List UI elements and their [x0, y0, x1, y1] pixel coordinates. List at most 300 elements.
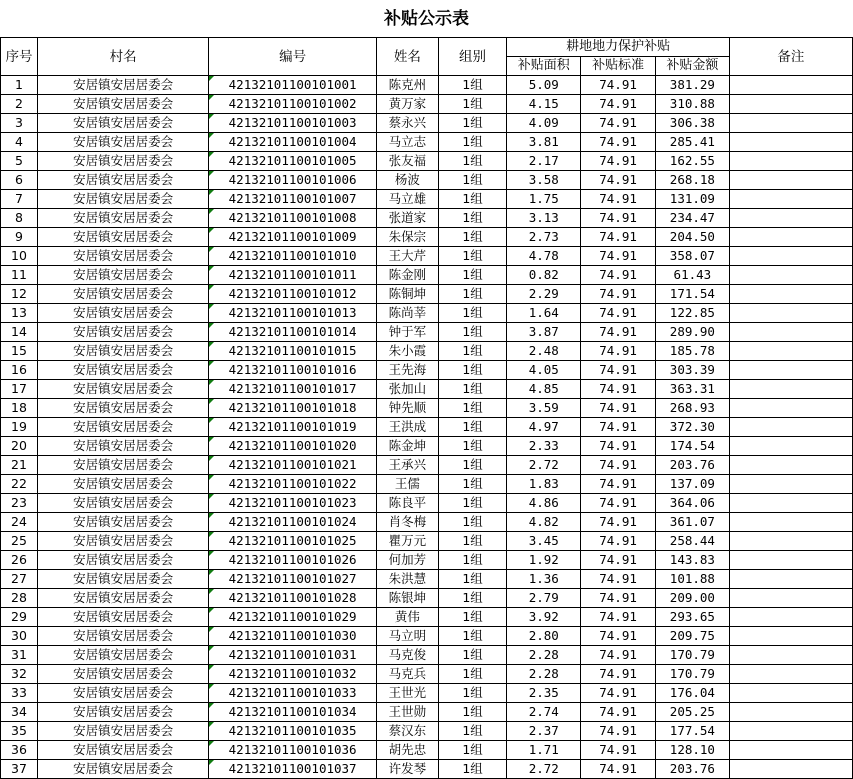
cell-remark[interactable]: [729, 133, 852, 152]
cell-remark[interactable]: [729, 494, 852, 513]
cell-code[interactable]: 42132101100101018: [209, 399, 377, 418]
cell-index[interactable]: 37: [1, 760, 38, 779]
cell-name[interactable]: 马克兵: [376, 665, 438, 684]
cell-remark[interactable]: [729, 589, 852, 608]
cell-village[interactable]: 安居镇安居居委会: [37, 551, 208, 570]
cell-name[interactable]: 马立明: [376, 627, 438, 646]
cell-remark[interactable]: [729, 551, 852, 570]
cell-remark[interactable]: [729, 266, 852, 285]
header-index[interactable]: 序号: [1, 38, 38, 76]
cell-amount[interactable]: 203.76: [655, 456, 729, 475]
cell-remark[interactable]: [729, 475, 852, 494]
cell-group[interactable]: 1组: [438, 760, 507, 779]
cell-area[interactable]: 5.09: [507, 76, 581, 95]
cell-village[interactable]: 安居镇安居居委会: [37, 285, 208, 304]
cell-code[interactable]: 42132101100101009: [209, 228, 377, 247]
cell-village[interactable]: 安居镇安居居委会: [37, 304, 208, 323]
cell-amount[interactable]: 364.06: [655, 494, 729, 513]
cell-name[interactable]: 王先海: [376, 361, 438, 380]
cell-code[interactable]: 42132101100101033: [209, 684, 377, 703]
cell-area[interactable]: 2.28: [507, 646, 581, 665]
cell-group[interactable]: 1组: [438, 323, 507, 342]
cell-remark[interactable]: [729, 323, 852, 342]
cell-village[interactable]: 安居镇安居居委会: [37, 722, 208, 741]
cell-standard[interactable]: 74.91: [581, 494, 656, 513]
cell-name[interactable]: 黄伟: [376, 608, 438, 627]
cell-village[interactable]: 安居镇安居居委会: [37, 494, 208, 513]
cell-group[interactable]: 1组: [438, 342, 507, 361]
cell-name[interactable]: 陈金坤: [376, 437, 438, 456]
cell-code[interactable]: 42132101100101035: [209, 722, 377, 741]
cell-standard[interactable]: 74.91: [581, 551, 656, 570]
cell-standard[interactable]: 74.91: [581, 247, 656, 266]
cell-index[interactable]: 15: [1, 342, 38, 361]
cell-group[interactable]: 1组: [438, 285, 507, 304]
cell-remark[interactable]: [729, 342, 852, 361]
cell-code[interactable]: 42132101100101023: [209, 494, 377, 513]
cell-index[interactable]: 23: [1, 494, 38, 513]
cell-amount[interactable]: 234.47: [655, 209, 729, 228]
cell-standard[interactable]: 74.91: [581, 437, 656, 456]
cell-village[interactable]: 安居镇安居居委会: [37, 475, 208, 494]
cell-code[interactable]: 42132101100101031: [209, 646, 377, 665]
cell-village[interactable]: 安居镇安居居委会: [37, 684, 208, 703]
cell-name[interactable]: 王世勋: [376, 703, 438, 722]
cell-group[interactable]: 1组: [438, 494, 507, 513]
cell-village[interactable]: 安居镇安居居委会: [37, 209, 208, 228]
cell-code[interactable]: 42132101100101028: [209, 589, 377, 608]
cell-group[interactable]: 1组: [438, 684, 507, 703]
cell-index[interactable]: 12: [1, 285, 38, 304]
cell-area[interactable]: 1.83: [507, 475, 581, 494]
cell-code[interactable]: 42132101100101032: [209, 665, 377, 684]
cell-index[interactable]: 16: [1, 361, 38, 380]
cell-area[interactable]: 1.71: [507, 741, 581, 760]
cell-area[interactable]: 2.79: [507, 589, 581, 608]
cell-index[interactable]: 34: [1, 703, 38, 722]
cell-village[interactable]: 安居镇安居居委会: [37, 437, 208, 456]
cell-remark[interactable]: [729, 741, 852, 760]
cell-remark[interactable]: [729, 95, 852, 114]
cell-code[interactable]: 42132101100101034: [209, 703, 377, 722]
cell-name[interactable]: 肖冬梅: [376, 513, 438, 532]
cell-amount[interactable]: 185.78: [655, 342, 729, 361]
cell-index[interactable]: 31: [1, 646, 38, 665]
cell-amount[interactable]: 203.76: [655, 760, 729, 779]
cell-amount[interactable]: 177.54: [655, 722, 729, 741]
cell-group[interactable]: 1组: [438, 152, 507, 171]
cell-group[interactable]: 1组: [438, 228, 507, 247]
cell-group[interactable]: 1组: [438, 513, 507, 532]
cell-name[interactable]: 张友福: [376, 152, 438, 171]
cell-amount[interactable]: 170.79: [655, 665, 729, 684]
cell-group[interactable]: 1组: [438, 475, 507, 494]
cell-area[interactable]: 4.82: [507, 513, 581, 532]
cell-remark[interactable]: [729, 304, 852, 323]
cell-standard[interactable]: 74.91: [581, 532, 656, 551]
cell-group[interactable]: 1组: [438, 456, 507, 475]
cell-standard[interactable]: 74.91: [581, 190, 656, 209]
cell-standard[interactable]: 74.91: [581, 95, 656, 114]
cell-standard[interactable]: 74.91: [581, 266, 656, 285]
cell-standard[interactable]: 74.91: [581, 418, 656, 437]
cell-village[interactable]: 安居镇安居居委会: [37, 418, 208, 437]
cell-group[interactable]: 1组: [438, 247, 507, 266]
cell-group[interactable]: 1组: [438, 171, 507, 190]
cell-area[interactable]: 2.74: [507, 703, 581, 722]
cell-area[interactable]: 4.05: [507, 361, 581, 380]
cell-area[interactable]: 1.92: [507, 551, 581, 570]
cell-code[interactable]: 42132101100101024: [209, 513, 377, 532]
cell-amount[interactable]: 258.44: [655, 532, 729, 551]
cell-index[interactable]: 19: [1, 418, 38, 437]
cell-index[interactable]: 35: [1, 722, 38, 741]
cell-area[interactable]: 3.92: [507, 608, 581, 627]
cell-standard[interactable]: 74.91: [581, 342, 656, 361]
cell-index[interactable]: 5: [1, 152, 38, 171]
cell-remark[interactable]: [729, 76, 852, 95]
cell-village[interactable]: 安居镇安居居委会: [37, 190, 208, 209]
cell-amount[interactable]: 310.88: [655, 95, 729, 114]
cell-remark[interactable]: [729, 152, 852, 171]
cell-village[interactable]: 安居镇安居居委会: [37, 228, 208, 247]
cell-amount[interactable]: 122.85: [655, 304, 729, 323]
cell-index[interactable]: 7: [1, 190, 38, 209]
cell-group[interactable]: 1组: [438, 190, 507, 209]
cell-area[interactable]: 2.35: [507, 684, 581, 703]
cell-group[interactable]: 1组: [438, 266, 507, 285]
cell-area[interactable]: 1.75: [507, 190, 581, 209]
cell-amount[interactable]: 143.83: [655, 551, 729, 570]
cell-group[interactable]: 1组: [438, 551, 507, 570]
cell-index[interactable]: 22: [1, 475, 38, 494]
cell-standard[interactable]: 74.91: [581, 646, 656, 665]
cell-group[interactable]: 1组: [438, 114, 507, 133]
cell-village[interactable]: 安居镇安居居委会: [37, 342, 208, 361]
cell-name[interactable]: 王大芹: [376, 247, 438, 266]
cell-amount[interactable]: 372.30: [655, 418, 729, 437]
cell-standard[interactable]: 74.91: [581, 323, 656, 342]
cell-name[interactable]: 马立志: [376, 133, 438, 152]
cell-remark[interactable]: [729, 627, 852, 646]
cell-remark[interactable]: [729, 228, 852, 247]
cell-area[interactable]: 2.29: [507, 285, 581, 304]
cell-remark[interactable]: [729, 190, 852, 209]
cell-standard[interactable]: 74.91: [581, 171, 656, 190]
cell-standard[interactable]: 74.91: [581, 684, 656, 703]
cell-code[interactable]: 42132101100101036: [209, 741, 377, 760]
cell-code[interactable]: 42132101100101027: [209, 570, 377, 589]
cell-remark[interactable]: [729, 513, 852, 532]
cell-code[interactable]: 42132101100101020: [209, 437, 377, 456]
cell-area[interactable]: 4.78: [507, 247, 581, 266]
cell-remark[interactable]: [729, 171, 852, 190]
cell-group[interactable]: 1组: [438, 399, 507, 418]
cell-standard[interactable]: 74.91: [581, 114, 656, 133]
cell-group[interactable]: 1组: [438, 209, 507, 228]
cell-amount[interactable]: 61.43: [655, 266, 729, 285]
cell-index[interactable]: 21: [1, 456, 38, 475]
cell-village[interactable]: 安居镇安居居委会: [37, 646, 208, 665]
cell-amount[interactable]: 128.10: [655, 741, 729, 760]
cell-index[interactable]: 1: [1, 76, 38, 95]
cell-standard[interactable]: 74.91: [581, 475, 656, 494]
cell-amount[interactable]: 204.50: [655, 228, 729, 247]
cell-name[interactable]: 钟于军: [376, 323, 438, 342]
cell-index[interactable]: 33: [1, 684, 38, 703]
cell-amount[interactable]: 268.18: [655, 171, 729, 190]
cell-standard[interactable]: 74.91: [581, 513, 656, 532]
cell-name[interactable]: 陈铜坤: [376, 285, 438, 304]
cell-area[interactable]: 3.58: [507, 171, 581, 190]
header-village[interactable]: 村名: [37, 38, 208, 76]
cell-standard[interactable]: 74.91: [581, 76, 656, 95]
cell-index[interactable]: 25: [1, 532, 38, 551]
cell-standard[interactable]: 74.91: [581, 209, 656, 228]
cell-amount[interactable]: 174.54: [655, 437, 729, 456]
cell-index[interactable]: 29: [1, 608, 38, 627]
cell-name[interactable]: 陈克州: [376, 76, 438, 95]
cell-village[interactable]: 安居镇安居居委会: [37, 171, 208, 190]
cell-index[interactable]: 8: [1, 209, 38, 228]
cell-code[interactable]: 42132101100101022: [209, 475, 377, 494]
cell-remark[interactable]: [729, 247, 852, 266]
cell-standard[interactable]: 74.91: [581, 304, 656, 323]
cell-index[interactable]: 10: [1, 247, 38, 266]
cell-village[interactable]: 安居镇安居居委会: [37, 133, 208, 152]
cell-name[interactable]: 王洪成: [376, 418, 438, 437]
cell-amount[interactable]: 137.09: [655, 475, 729, 494]
header-name[interactable]: 姓名: [376, 38, 438, 76]
cell-area[interactable]: 3.45: [507, 532, 581, 551]
cell-area[interactable]: 3.81: [507, 133, 581, 152]
cell-standard[interactable]: 74.91: [581, 627, 656, 646]
cell-code[interactable]: 42132101100101037: [209, 760, 377, 779]
cell-remark[interactable]: [729, 760, 852, 779]
cell-amount[interactable]: 293.65: [655, 608, 729, 627]
cell-remark[interactable]: [729, 209, 852, 228]
cell-group[interactable]: 1组: [438, 722, 507, 741]
cell-village[interactable]: 安居镇安居居委会: [37, 570, 208, 589]
cell-village[interactable]: 安居镇安居居委会: [37, 380, 208, 399]
cell-standard[interactable]: 74.91: [581, 570, 656, 589]
cell-index[interactable]: 3: [1, 114, 38, 133]
cell-standard[interactable]: 74.91: [581, 665, 656, 684]
cell-index[interactable]: 6: [1, 171, 38, 190]
cell-code[interactable]: 42132101100101019: [209, 418, 377, 437]
cell-area[interactable]: 2.28: [507, 665, 581, 684]
cell-remark[interactable]: [729, 456, 852, 475]
cell-code[interactable]: 42132101100101025: [209, 532, 377, 551]
cell-amount[interactable]: 268.93: [655, 399, 729, 418]
cell-index[interactable]: 27: [1, 570, 38, 589]
cell-area[interactable]: 2.48: [507, 342, 581, 361]
cell-area[interactable]: 0.82: [507, 266, 581, 285]
cell-name[interactable]: 陈金刚: [376, 266, 438, 285]
header-code[interactable]: 编号: [209, 38, 377, 76]
cell-village[interactable]: 安居镇安居居委会: [37, 608, 208, 627]
cell-group[interactable]: 1组: [438, 570, 507, 589]
cell-code[interactable]: 42132101100101002: [209, 95, 377, 114]
cell-village[interactable]: 安居镇安居居委会: [37, 665, 208, 684]
cell-group[interactable]: 1组: [438, 741, 507, 760]
cell-group[interactable]: 1组: [438, 532, 507, 551]
cell-code[interactable]: 42132101100101016: [209, 361, 377, 380]
cell-amount[interactable]: 209.00: [655, 589, 729, 608]
cell-name[interactable]: 朱保宗: [376, 228, 438, 247]
cell-group[interactable]: 1组: [438, 665, 507, 684]
cell-index[interactable]: 28: [1, 589, 38, 608]
cell-code[interactable]: 42132101100101012: [209, 285, 377, 304]
cell-name[interactable]: 张道家: [376, 209, 438, 228]
cell-village[interactable]: 安居镇安居居委会: [37, 361, 208, 380]
cell-standard[interactable]: 74.91: [581, 285, 656, 304]
cell-amount[interactable]: 289.90: [655, 323, 729, 342]
cell-village[interactable]: 安居镇安居居委会: [37, 741, 208, 760]
cell-standard[interactable]: 74.91: [581, 760, 656, 779]
cell-index[interactable]: 11: [1, 266, 38, 285]
cell-index[interactable]: 14: [1, 323, 38, 342]
cell-amount[interactable]: 363.31: [655, 380, 729, 399]
cell-index[interactable]: 17: [1, 380, 38, 399]
cell-remark[interactable]: [729, 285, 852, 304]
cell-village[interactable]: 安居镇安居居委会: [37, 513, 208, 532]
cell-code[interactable]: 42132101100101029: [209, 608, 377, 627]
cell-code[interactable]: 42132101100101003: [209, 114, 377, 133]
cell-village[interactable]: 安居镇安居居委会: [37, 323, 208, 342]
cell-group[interactable]: 1组: [438, 418, 507, 437]
header-protection-subsidy[interactable]: 耕地地力保护补贴: [507, 38, 729, 57]
cell-index[interactable]: 20: [1, 437, 38, 456]
header-amount[interactable]: 补贴金额: [655, 57, 729, 76]
cell-village[interactable]: 安居镇安居居委会: [37, 95, 208, 114]
cell-remark[interactable]: [729, 380, 852, 399]
cell-area[interactable]: 2.17: [507, 152, 581, 171]
cell-name[interactable]: 瞿万元: [376, 532, 438, 551]
cell-group[interactable]: 1组: [438, 627, 507, 646]
cell-area[interactable]: 2.80: [507, 627, 581, 646]
cell-code[interactable]: 42132101100101014: [209, 323, 377, 342]
cell-name[interactable]: 陈尚莘: [376, 304, 438, 323]
cell-village[interactable]: 安居镇安居居委会: [37, 532, 208, 551]
cell-standard[interactable]: 74.91: [581, 722, 656, 741]
cell-remark[interactable]: [729, 665, 852, 684]
cell-area[interactable]: 4.97: [507, 418, 581, 437]
cell-group[interactable]: 1组: [438, 380, 507, 399]
cell-standard[interactable]: 74.91: [581, 741, 656, 760]
cell-village[interactable]: 安居镇安居居委会: [37, 114, 208, 133]
cell-name[interactable]: 何加芳: [376, 551, 438, 570]
cell-group[interactable]: 1组: [438, 95, 507, 114]
cell-area[interactable]: 4.09: [507, 114, 581, 133]
cell-group[interactable]: 1组: [438, 608, 507, 627]
cell-amount[interactable]: 361.07: [655, 513, 729, 532]
cell-name[interactable]: 陈银坤: [376, 589, 438, 608]
cell-remark[interactable]: [729, 646, 852, 665]
cell-amount[interactable]: 162.55: [655, 152, 729, 171]
cell-index[interactable]: 9: [1, 228, 38, 247]
cell-standard[interactable]: 74.91: [581, 608, 656, 627]
cell-code[interactable]: 42132101100101005: [209, 152, 377, 171]
header-area[interactable]: 补贴面积: [507, 57, 581, 76]
cell-area[interactable]: 4.85: [507, 380, 581, 399]
cell-area[interactable]: 4.15: [507, 95, 581, 114]
cell-index[interactable]: 24: [1, 513, 38, 532]
cell-amount[interactable]: 101.88: [655, 570, 729, 589]
cell-amount[interactable]: 285.41: [655, 133, 729, 152]
cell-area[interactable]: 3.87: [507, 323, 581, 342]
cell-code[interactable]: 42132101100101001: [209, 76, 377, 95]
cell-group[interactable]: 1组: [438, 304, 507, 323]
cell-group[interactable]: 1组: [438, 361, 507, 380]
cell-village[interactable]: 安居镇安居居委会: [37, 76, 208, 95]
cell-name[interactable]: 杨波: [376, 171, 438, 190]
cell-code[interactable]: 42132101100101030: [209, 627, 377, 646]
cell-village[interactable]: 安居镇安居居委会: [37, 456, 208, 475]
cell-area[interactable]: 2.37: [507, 722, 581, 741]
cell-group[interactable]: 1组: [438, 76, 507, 95]
cell-group[interactable]: 1组: [438, 589, 507, 608]
cell-standard[interactable]: 74.91: [581, 456, 656, 475]
cell-amount[interactable]: 306.38: [655, 114, 729, 133]
cell-group[interactable]: 1组: [438, 437, 507, 456]
cell-name[interactable]: 朱小霞: [376, 342, 438, 361]
cell-index[interactable]: 13: [1, 304, 38, 323]
cell-code[interactable]: 42132101100101008: [209, 209, 377, 228]
cell-remark[interactable]: [729, 437, 852, 456]
cell-amount[interactable]: 209.75: [655, 627, 729, 646]
cell-name[interactable]: 蔡永兴: [376, 114, 438, 133]
cell-village[interactable]: 安居镇安居居委会: [37, 266, 208, 285]
cell-name[interactable]: 黄万家: [376, 95, 438, 114]
cell-remark[interactable]: [729, 114, 852, 133]
cell-amount[interactable]: 176.04: [655, 684, 729, 703]
cell-code[interactable]: 42132101100101013: [209, 304, 377, 323]
cell-area[interactable]: 2.73: [507, 228, 581, 247]
cell-amount[interactable]: 131.09: [655, 190, 729, 209]
cell-village[interactable]: 安居镇安居居委会: [37, 152, 208, 171]
cell-area[interactable]: 2.33: [507, 437, 581, 456]
cell-amount[interactable]: 205.25: [655, 703, 729, 722]
cell-code[interactable]: 42132101100101021: [209, 456, 377, 475]
cell-area[interactable]: 2.72: [507, 760, 581, 779]
cell-name[interactable]: 朱洪慧: [376, 570, 438, 589]
cell-remark[interactable]: [729, 608, 852, 627]
cell-standard[interactable]: 74.91: [581, 361, 656, 380]
header-group[interactable]: 组别: [438, 38, 507, 76]
cell-index[interactable]: 4: [1, 133, 38, 152]
cell-code[interactable]: 42132101100101017: [209, 380, 377, 399]
cell-area[interactable]: 2.72: [507, 456, 581, 475]
cell-remark[interactable]: [729, 570, 852, 589]
cell-name[interactable]: 钟先顺: [376, 399, 438, 418]
cell-code[interactable]: 42132101100101010: [209, 247, 377, 266]
cell-remark[interactable]: [729, 722, 852, 741]
cell-area[interactable]: 1.36: [507, 570, 581, 589]
cell-village[interactable]: 安居镇安居居委会: [37, 627, 208, 646]
cell-name[interactable]: 蔡汉东: [376, 722, 438, 741]
cell-group[interactable]: 1组: [438, 133, 507, 152]
cell-village[interactable]: 安居镇安居居委会: [37, 760, 208, 779]
cell-code[interactable]: 42132101100101026: [209, 551, 377, 570]
cell-amount[interactable]: 381.29: [655, 76, 729, 95]
cell-name[interactable]: 马克俊: [376, 646, 438, 665]
cell-standard[interactable]: 74.91: [581, 152, 656, 171]
cell-village[interactable]: 安居镇安居居委会: [37, 703, 208, 722]
cell-area[interactable]: 3.59: [507, 399, 581, 418]
cell-area[interactable]: 4.86: [507, 494, 581, 513]
cell-standard[interactable]: 74.91: [581, 589, 656, 608]
